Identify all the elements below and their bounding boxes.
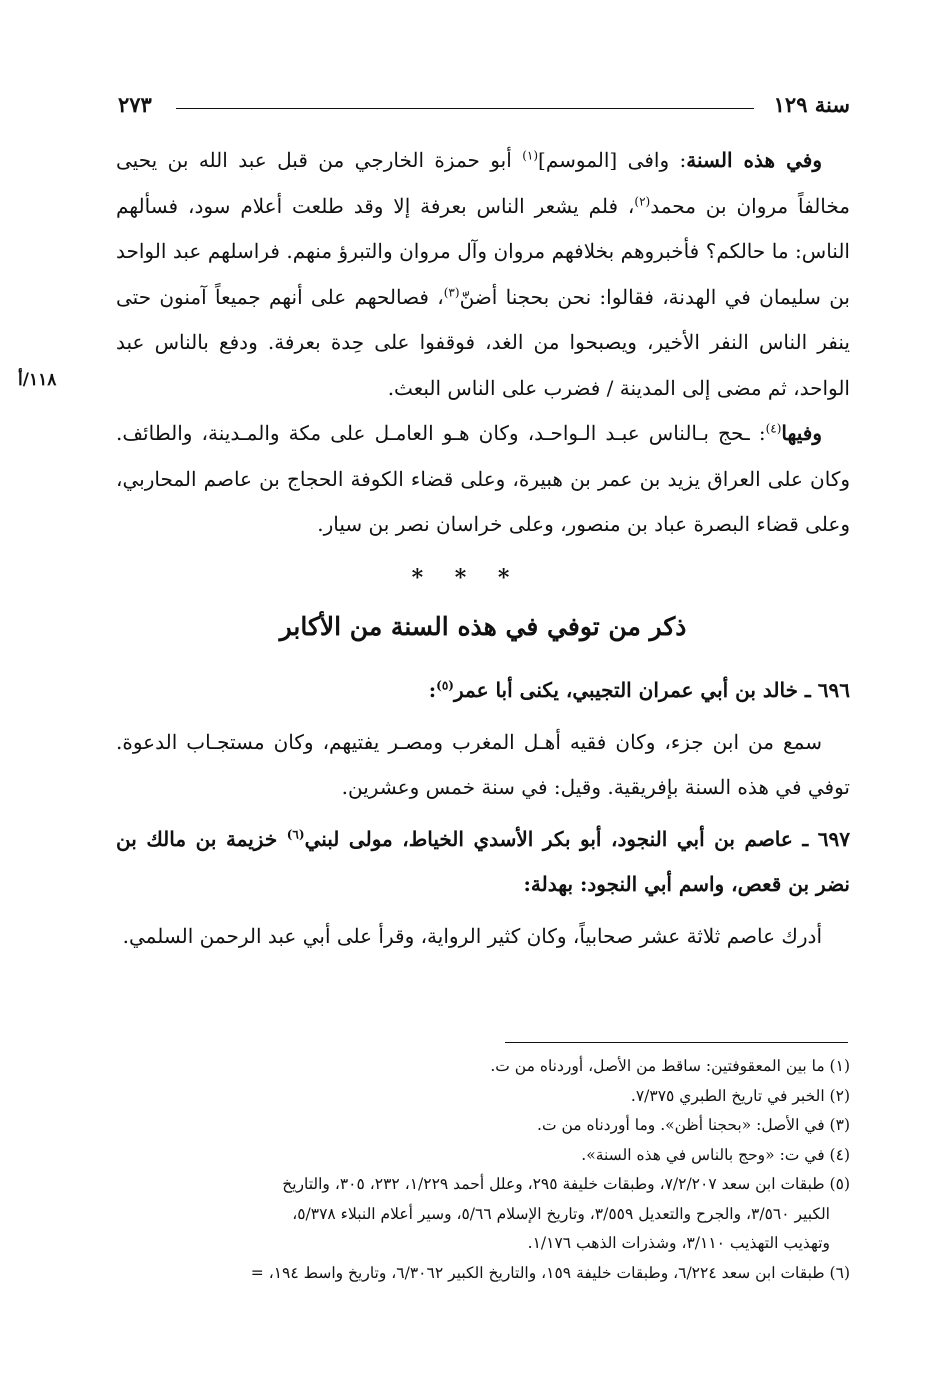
footnotes	[108, 1052, 850, 1288]
footnote-ref-4[interactable]: (٤)	[765, 421, 782, 436]
paragraph-1-text-4: ، فصالحهم على أنهم جميعاً آمنون حتى ينفر الناس النفر الأخير، ويصبحوا من الغد، فوقفوا على حِدة بعرفة. ودفع بالناس عبد الواحد، ثم مضى إلى المدينة / فضرب على الناس البعث.	[116, 284, 850, 400]
footnote-ref-5[interactable]: (٥)	[436, 678, 454, 693]
footnote-ref-2[interactable]: (٢)	[634, 193, 651, 208]
footnote-ref-3[interactable]: (٣)	[443, 284, 460, 299]
entry-697-title	[116, 817, 850, 908]
header-rule	[176, 108, 754, 109]
entry-696-name: ٦٩٦ ـ خالد بن أبي عمران التجيبي، يكنى أبا عمر	[453, 678, 850, 702]
main-text	[116, 138, 850, 548]
biography-entries	[116, 668, 850, 959]
header-year: سنة ١٢٩	[773, 92, 850, 117]
section-title: ذكر من توفي في هذه السنة من الأكابر	[279, 612, 687, 641]
entry-697-name: ٦٩٧ ـ عاصم بن أبي النجود، أبو بكر الأسدي الخياط، مولى لبني	[304, 826, 850, 851]
entry-696-title	[116, 668, 850, 714]
paragraph-2	[116, 411, 850, 548]
entry-696-colon: :	[428, 678, 437, 702]
footnote-5-line-2: الكبير ٣/٥٦٠، والجرح والتعديل ٣/٥٥٩، وتاريخ الإسلام ٥/٦٦، وسير أعلام النبلاء ٥/٣٧٨،	[292, 1204, 830, 1223]
footnote-3: (٣) في الأصل: «بحجنا أظن». وما أوردناه من ت.	[537, 1116, 850, 1134]
entry-697-name-2: خزيمة بن مالك بن نضر بن قعص، واسم أبي النجود: بهدلة:	[116, 826, 850, 896]
footnote-ref-1[interactable]: (١)	[522, 148, 539, 163]
manuscript-folio-note: ١١٨/أ	[18, 370, 57, 390]
footnote-2: (٢) الخبر في تاريخ الطبري ٧/٣٧٥.	[630, 1086, 850, 1105]
paragraph-1-text-3: ، فلم يشعر الناس بعرفة إلا وقد طلعت أعلام سود، فسألهم الناس: ما حالكم؟ فأخبروهم بخلافهم مروان وآل مروان والتبرؤ منهم. فراسلهم عبد الواحد بن سليمان في الهدنة، فقالوا: نحن بحجنا أضنّ	[116, 193, 850, 309]
paragraph-2-lead: وفيها	[781, 421, 822, 445]
paragraph-1-text: : وافى [الموسم]	[538, 148, 687, 172]
page-number: ٢٧٣	[118, 92, 152, 117]
footnote-4: (٤) في ت: «وحج بالناس في هذه السنة».	[581, 1145, 850, 1164]
section-separator-stars: * * *	[411, 565, 522, 591]
paragraph-2-text: : ـحج بـالناس عبـد الـواحـد، وكان هـو العامـل على مكة والمـدينة، والطائف. وكان على العراق يزيد بن عمر بن هبيرة، وعلى قضاء الكوفة الحجاج بن عاصم المحاربي، وعلى قضاء البصرة عباد بن منصور، وعلى خراسان نصر بن سيار.	[116, 421, 850, 536]
footnote-5-line-3: وتهذيب التهذيب ٣/١١٠، وشذرات الذهب ١/١٧٦.	[527, 1234, 830, 1252]
paragraph-1-text-2: أبو حمزة الخارجي من قبل عبد الله بن يحيى مخالفاً مروان بن محمد	[116, 148, 851, 218]
paragraph-1	[116, 138, 850, 411]
footnote-ref-6[interactable]: (٦)	[286, 826, 305, 841]
footnote-6: (٦) طبقات ابن سعد ٦/٢٢٤، وطبقات خليفة ١٥٩، والتاريخ الكبير ٦/٣٠٦٢، وتاريخ واسط ١٩٤، =	[250, 1263, 850, 1282]
footnote-5: (٥) طبقات ابن سعد ٧/٢/٢٠٧، وطبقات خليفة ٢٩٥، وعلل أحمد ١/٢٢٩، ٢٣٢، ٣٠٥، والتاريخ	[282, 1175, 850, 1193]
footnote-1: (١) ما بين المعقوفتين: ساقط من الأصل، أوردناه من ت.	[490, 1057, 850, 1075]
footnote-rule	[505, 1042, 848, 1043]
entry-697-text: أدرك عاصم ثلاثة عشر صحابياً، وكان كثير الرواية، وقرأ على أبي عبد الرحمن السلمي.	[122, 923, 822, 948]
paragraph-1-lead: وفي هذه السنة	[686, 148, 823, 172]
entry-696-text: سمع من ابن جزء، وكان فقيه أهـل المغرب ومصـر يفتيهم، وكان مستجـاب الدعوة. توفي في هذه السنة بإفريقية. وقيل: في سنة خمس وعشرين.	[116, 729, 850, 799]
running-header	[118, 92, 850, 126]
